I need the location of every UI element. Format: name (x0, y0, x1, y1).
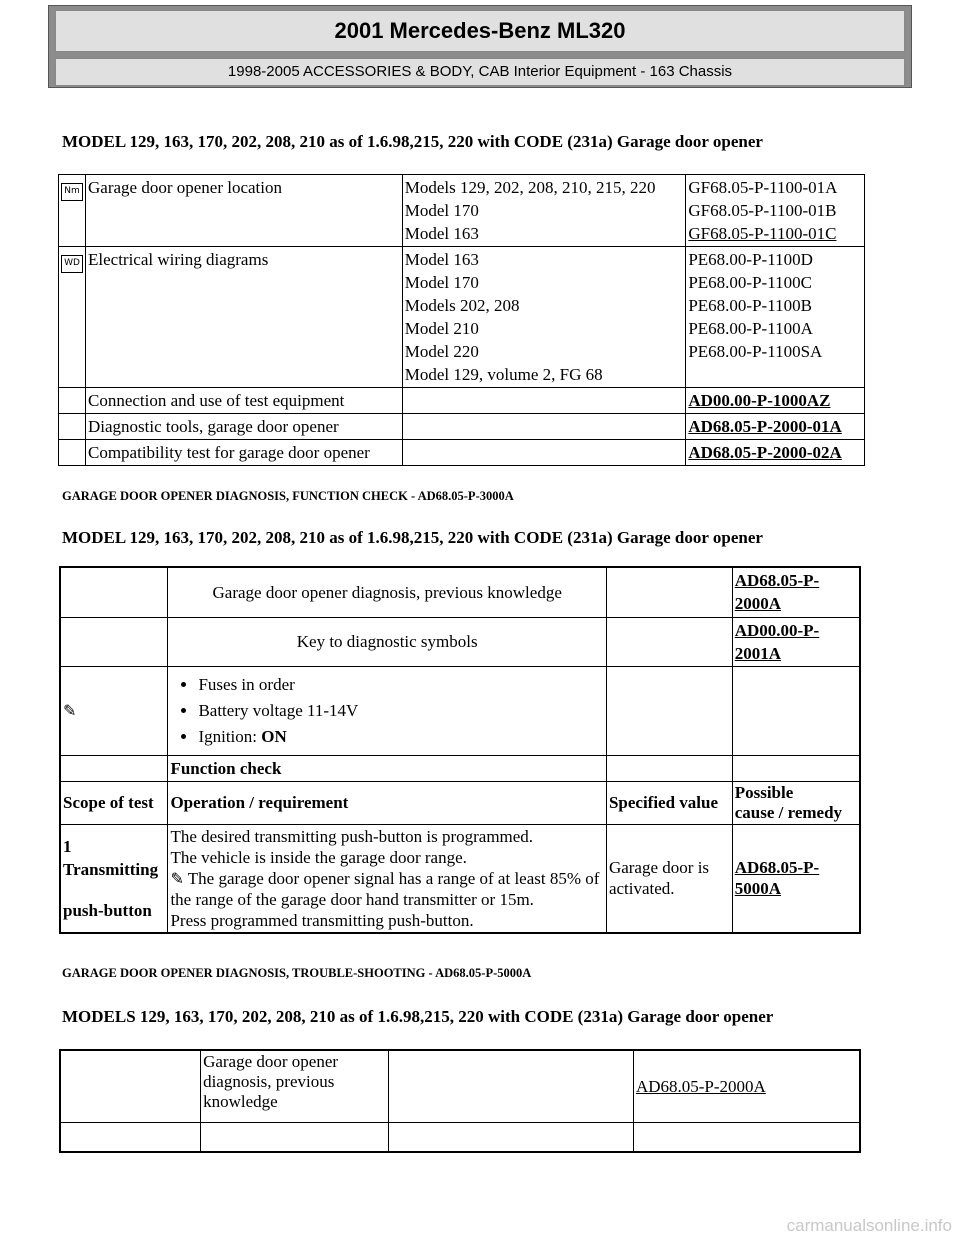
prev-knowledge-label: Garage door opener diagnosis, previous knowledge (168, 567, 607, 617)
section2-table (59, 566, 861, 934)
wiring-diagram-icon: WD (61, 255, 83, 273)
section1-model-heading: MODEL 129, 163, 170, 202, 208, 210 as of 1.6.98,215, 220 with CODE (231a) Garage door opener (62, 132, 763, 151)
torque-nm-icon: Nm (61, 183, 83, 201)
function-check-label: Function check (168, 755, 607, 781)
col-header-remedy: Possible cause / remedy (732, 781, 860, 824)
header-title: 2001 Mercedes-Benz ML320 (55, 10, 905, 52)
watermark: carmanualsonline.info (786, 1216, 952, 1235)
col-header-operation: Operation / requirement (168, 781, 607, 824)
pencil-icon: ✎ (170, 868, 184, 888)
nm-icon-cell (59, 175, 86, 247)
section2-model-heading: MODEL 129, 163, 170, 202, 208, 210 as of 1.6.98,215, 220 with CODE (231a) Garage door opener (62, 528, 763, 547)
prereq-item: • Ignition: ON (198, 724, 604, 750)
col-header-specified: Specified value (606, 781, 732, 824)
section3-model-heading: MODELS 129, 163, 170, 202, 208, 210 as of 1.6.98,215, 220 with CODE (231a) Garage door opener (62, 1007, 774, 1026)
section3-title: GARAGE DOOR OPENER DIAGNOSIS, TROUBLE-SHOOTING - AD68.05-P-5000A (62, 966, 532, 980)
row1-specified: Garage door is activated. (606, 824, 732, 933)
page-header (48, 5, 912, 88)
wiring-refs: PE68.00-P-1100D PE68.00-P-1100C PE68.00-P-1100B PE68.00-P-1100A PE68.00-P-1100SA (686, 247, 865, 388)
section3-prev-knowledge: Garage door opener diagnosis, previous knowledge (201, 1050, 389, 1122)
section1-table (58, 174, 865, 466)
row1-operation: The desired transmitting push-button is programmed. The vehicle is inside the garage door range. ✎ The garage door opener signal has a range of at least 85% of the range of the garage door hand transmitter or 15m. Press programmed transmitting push-button. (168, 824, 607, 933)
row1-remedy-ref[interactable]: AD68.05-P- 5000A (732, 824, 860, 933)
section3-table (59, 1049, 861, 1153)
wiring-icon-cell (59, 247, 86, 388)
location-refs (686, 175, 865, 247)
prev-knowledge-ref[interactable]: AD68.05-P- 2000A (732, 567, 860, 617)
link-row-ref[interactable]: AD68.05-P-2000-02A (686, 440, 865, 466)
location-label: Garage door opener location (86, 175, 403, 247)
wiring-models: Model 163 Model 170 Models 202, 208 Model 210 Model 220 Model 129, volume 2, FG 68 (402, 247, 686, 388)
link-row-label: Compatibility test for garage door opener (86, 440, 403, 466)
location-ref-link[interactable]: GF68.05-P-1100-01C (688, 224, 837, 243)
location-ref: GF68.05-P-1100-01B (688, 201, 837, 220)
key-symbols-ref[interactable]: AD00.00-P- 2001A (732, 617, 860, 666)
wiring-label: Electrical wiring diagrams (86, 247, 403, 388)
link-row-ref[interactable]: AD00.00-P-1000AZ (686, 388, 865, 414)
link-row-label: Connection and use of test equipment (86, 388, 403, 414)
col-header-scope: Scope of test (60, 781, 168, 824)
location-models: Models 129, 202, 208, 210, 215, 220 Model 170 Model 163 (402, 175, 686, 247)
section3-prev-ref[interactable]: AD68.05-P-2000A (633, 1050, 860, 1122)
section2-title: GARAGE DOOR OPENER DIAGNOSIS, FUNCTION CHECK - AD68.05-P-3000A (62, 489, 514, 503)
link-row-ref[interactable]: AD68.05-P-2000-01A (686, 414, 865, 440)
row1-scope: 1 Transmitting push-button (60, 824, 168, 933)
prereq-item: • Fuses in order (198, 672, 604, 698)
prereq-item: • Battery voltage 11-14V (198, 698, 604, 724)
key-symbols-label: Key to diagnostic symbols (168, 617, 607, 666)
prerequisites (168, 666, 607, 755)
header-subtitle: 1998-2005 ACCESSORIES & BODY, CAB Interior Equipment - 163 Chassis (55, 58, 905, 86)
pencil-icon: ✎ (63, 701, 77, 720)
location-ref: GF68.05-P-1100-01A (688, 178, 838, 197)
link-row-label: Diagnostic tools, garage door opener (86, 414, 403, 440)
